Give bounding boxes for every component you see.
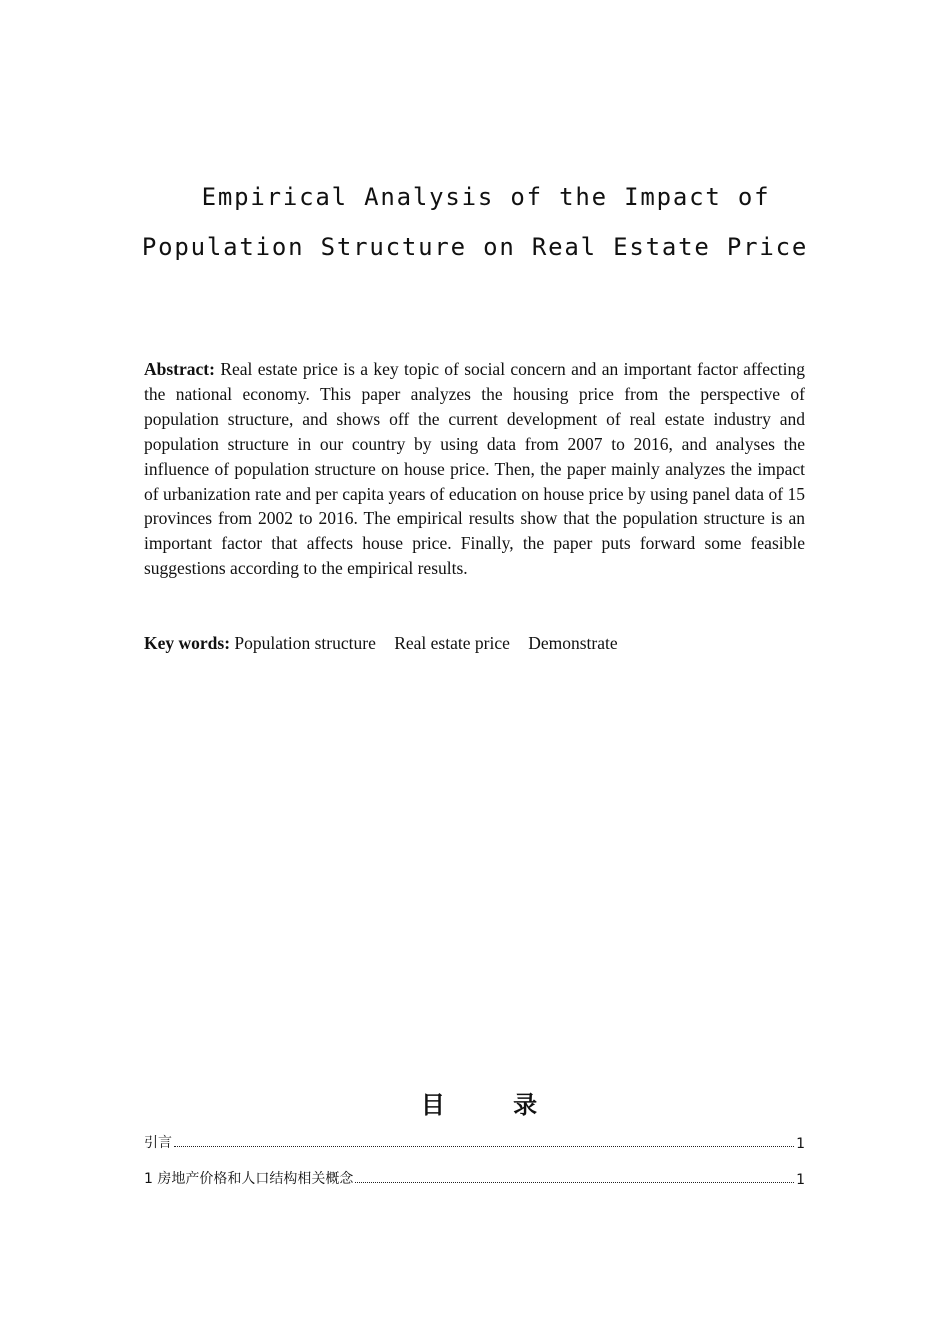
- abstract-paragraph: [144, 357, 805, 581]
- abstract-label: Abstract:: [144, 359, 215, 379]
- title-line-2: Population Structure on Real Estate Price: [141, 233, 809, 261]
- toc-entry-label: 1 房地产价格和人口结构相关概念: [144, 1171, 354, 1187]
- toc-entry-page: 1: [796, 1172, 805, 1188]
- keywords-line: [144, 631, 805, 655]
- toc-title: [0, 1088, 950, 1122]
- keyword-item: Demonstrate: [528, 633, 618, 653]
- abstract-text: Real estate price is a key topic of social concern and an important factor affecting the national economy. This paper analyzes the housing price from the perspective of population structure, and shows off the current development of real estate industry and population structure in our country by using data from 2007 to 2016, and analyses the influence of population structure on house price. Then, the paper mainly analyzes the impact of urbanization rate and per capita years of education on house price by using panel data of 15 provinces from 2002 to 2016. The empirical results show that the population structure is an important factor that affects house price. Finally, the paper puts forward some feasible suggestions according to the empirical results.: [144, 359, 806, 579]
- keyword-item: Population structure: [234, 633, 376, 653]
- toc-entry[interactable]: [144, 1130, 805, 1152]
- title-line-1: Empirical Analysis of the Impact of: [201, 183, 771, 211]
- toc-title-char-2: 录: [513, 1091, 538, 1119]
- toc-entry[interactable]: [144, 1166, 805, 1188]
- toc-leader-dots: [355, 1181, 794, 1183]
- paper-title: [0, 172, 950, 272]
- keywords-label: Key words:: [144, 633, 231, 653]
- toc-entry-page: 1: [796, 1136, 805, 1152]
- toc-entry-label: 引言: [144, 1135, 172, 1151]
- toc-title-char-1: 目: [420, 1091, 445, 1119]
- toc-leader-dots: [174, 1145, 794, 1147]
- keyword-item: Real estate price: [394, 633, 510, 653]
- table-of-contents: [144, 1130, 805, 1202]
